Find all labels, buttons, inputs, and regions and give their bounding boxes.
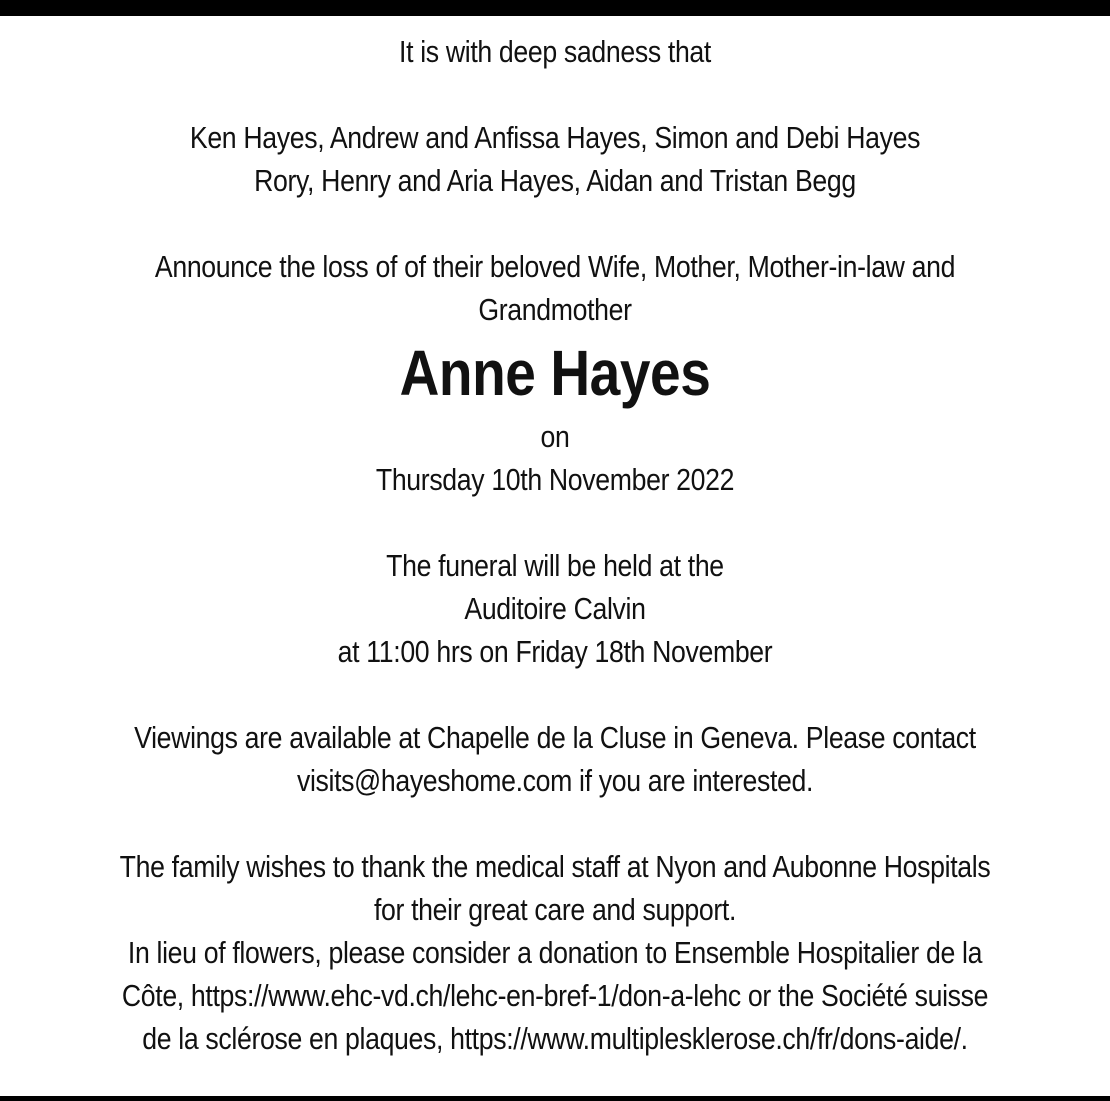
deceased-name: Anne Hayes	[399, 337, 711, 409]
viewing-line-1: Viewings are available at Chapelle de la Cluse in Geneva. Please contact	[134, 720, 976, 755]
spacer	[0, 501, 1110, 544]
thanks-line-1: The family wishes to thank the medical staff at Nyon and Aubonne Hospitals	[119, 849, 991, 884]
donation-line-3: de la sclérose en plaques, https://www.multiplesklerose.ch/fr/dons-aide/.	[142, 1021, 968, 1056]
date-intro: on	[540, 419, 570, 454]
donation-line-1: In lieu of flowers, please consider a donation to Ensemble Hospitalier de la	[127, 935, 983, 970]
opening-line: It is with deep sadness that	[399, 34, 711, 69]
funeral-intro: The funeral will be held at the	[386, 548, 724, 583]
spacer	[0, 802, 1110, 845]
family-line-2: Rory, Henry and Aria Hayes, Aidan and Tristan Begg	[254, 163, 856, 198]
funeral-time: at 11:00 hrs on Friday 18th November	[337, 634, 773, 669]
viewing-line-2: visits@hayeshome.com if you are interested.	[296, 763, 814, 798]
announce-line-2: Grandmother	[478, 292, 632, 327]
bottom-border-rule	[0, 1096, 1110, 1101]
spacer	[0, 202, 1110, 245]
donation-line-2: Côte, https://www.ehc-vd.ch/lehc-en-bref-1/don-a-lehc or the Société suisse	[121, 978, 989, 1013]
thanks-line-2: for their great care and support.	[373, 892, 737, 927]
notice-body	[0, 30, 1110, 1060]
top-border-rule	[0, 0, 1110, 16]
announce-line-1: Announce the loss of of their beloved Wife, Mother, Mother-in-law and	[154, 249, 956, 284]
funeral-venue: Auditoire Calvin	[464, 591, 646, 626]
date-of-passing: Thursday 10th November 2022	[375, 462, 735, 497]
spacer	[0, 73, 1110, 116]
spacer	[0, 673, 1110, 716]
family-line-1: Ken Hayes, Andrew and Anfissa Hayes, Simon and Debi Hayes	[189, 120, 921, 155]
